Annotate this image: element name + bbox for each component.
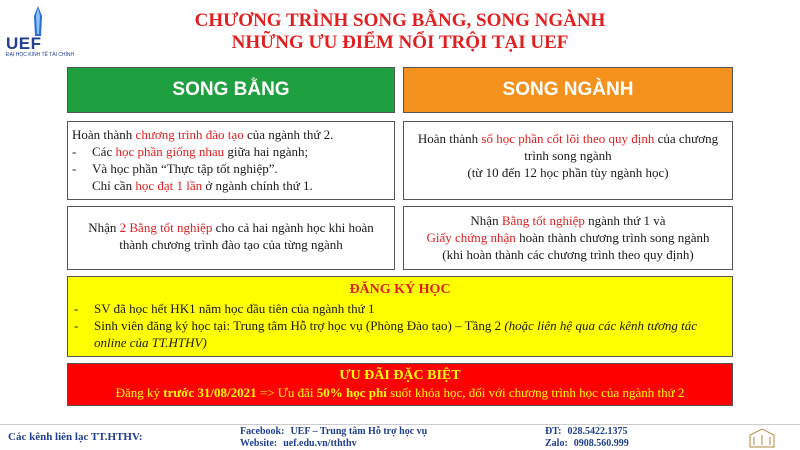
text: Nhận [88, 220, 120, 235]
text: Hoàn thành [417, 131, 482, 146]
bullet-dash: - [74, 318, 79, 333]
registration-item [74, 317, 726, 351]
text: của ngành thứ 2. [243, 127, 334, 142]
text: giữa hai ngành; [224, 144, 309, 159]
bullet-dash: - [72, 144, 77, 159]
requirement-note [72, 177, 390, 194]
website-label: Website: [240, 438, 278, 449]
page-title-line-2: NHỮNG ƯU ĐIỂM NỔI TRỘI TẠI UEF [231, 32, 569, 53]
zalo-number: 0908.560.999 [573, 438, 629, 449]
highlight: số học phần cốt lõi theo quy định [481, 131, 655, 146]
bullet-dash: - [74, 301, 79, 316]
requirement-line [410, 130, 726, 164]
text: hoàn thành chương trình song ngành [515, 230, 710, 245]
requirement-line [72, 126, 390, 143]
registration-item [74, 300, 726, 317]
song-bang-header: SONG BẰNG [67, 67, 395, 113]
highlight: học đạt 1 lần [135, 178, 203, 193]
website-link[interactable]: uef.edu.vn/tththv [283, 438, 357, 449]
text: Các [92, 144, 116, 159]
text: ngành thứ 1 và [584, 213, 666, 228]
bullet-dash: - [72, 161, 77, 176]
text: SV đã học hết HK1 năm học đầu tiên của ngành thứ 1 [94, 301, 375, 316]
text: Sinh viên đăng ký học tại: Trung tâm Hỗ trợ học vụ (Phòng Đào tạo) – Tầng 2 [94, 318, 505, 333]
page-title-line-1: CHƯƠNG TRÌNH SONG BẰNG, SONG NGÀNH [194, 10, 606, 31]
highlight: chương trình đào tạo [135, 127, 244, 142]
discount: 50% học phí [316, 385, 387, 400]
text: Chỉ cần [92, 178, 136, 193]
tower-icon [28, 6, 48, 36]
website-contact [240, 438, 357, 449]
song-bang-award [67, 206, 395, 270]
song-nganh-header: SONG NGÀNH [403, 67, 733, 113]
registration-title: ĐĂNG KÝ HỌC [349, 282, 451, 297]
text: => Ưu đãi [256, 385, 317, 400]
song-bang-requirements [67, 121, 395, 200]
text: của chương trình song ngành [524, 131, 719, 163]
zalo-contact [545, 438, 629, 449]
facebook-label: Facebook: [240, 426, 285, 437]
contact-footer [0, 424, 800, 450]
facebook-link[interactable]: UEF – Trung tâm Hỗ trợ học vụ [290, 426, 428, 437]
logo-text: UEF [6, 34, 42, 53]
promotion-title: ƯU ĐÃI ĐẶC BIỆT [339, 368, 461, 383]
highlight: học phần giống nhau [115, 144, 225, 159]
contact-label: Các kênh liên lạc TT.HTHV: [8, 431, 143, 443]
highlight: Bằng tốt nghiệp [501, 213, 585, 228]
requirement-bullet [72, 160, 390, 177]
text: Nhận [470, 213, 502, 228]
text: Và học phần “Thực tập tốt nghiệp”. [92, 161, 278, 176]
promotion-box [67, 363, 733, 406]
highlight: Giấy chứng nhận [426, 230, 516, 245]
logo-subtitle: ĐẠI HỌC KINH TẾ TÀI CHÍNH [6, 52, 75, 58]
song-nganh-requirements [403, 121, 733, 200]
requirement-bullet [72, 143, 390, 160]
deadline: trước 31/08/2021 [163, 385, 257, 400]
text: suốt khóa học, đối với chương trình học của ngành thứ 2 [386, 385, 685, 400]
song-nganh-award [403, 206, 733, 270]
text: Đăng ký [115, 385, 164, 400]
promotion-text [74, 384, 726, 401]
phone-number: 028.5422.1375 [567, 426, 628, 437]
registration-box [67, 276, 733, 357]
text: ở ngành chính thứ 1. [202, 178, 313, 193]
phone-label: ĐT: [545, 426, 562, 437]
highlight: 2 Bằng tốt nghiệp [119, 220, 213, 235]
center-emblem-icon [740, 427, 784, 449]
zalo-label: Zalo: [545, 438, 568, 449]
phone-contact [545, 426, 627, 437]
text: cho cả hai ngành học khi hoàn thành chương trình đào tạo của từng ngành [119, 220, 374, 252]
award-note: (khi hoàn thành các chương trình theo quy định) [442, 247, 694, 262]
text: Hoàn thành [72, 127, 136, 142]
facebook-contact [240, 426, 427, 437]
uef-logo [6, 6, 75, 60]
requirement-note: (từ 10 đến 12 học phần tùy ngành học) [467, 165, 669, 180]
italic-note: (hoặc liên hệ qua các kênh tương tác online của TT.HTHV) [94, 318, 698, 350]
